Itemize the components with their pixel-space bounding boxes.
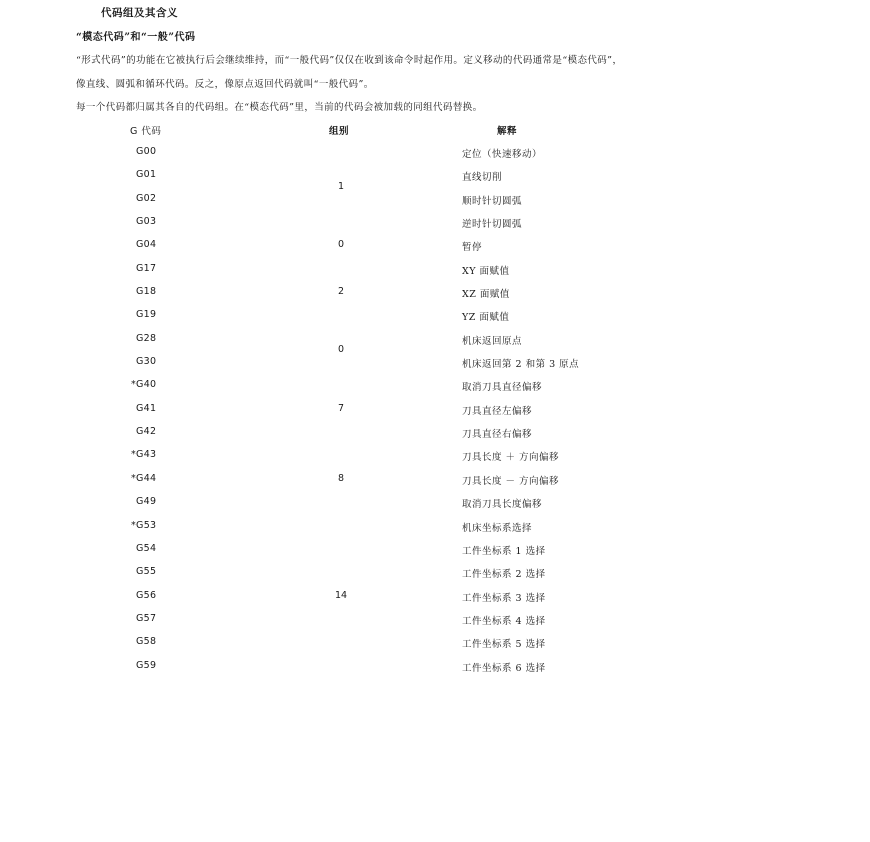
- description-cell: 工件坐标系 2 选择: [462, 569, 546, 581]
- paragraph-1: “形式代码”的功能在它被执行后会继续维持，而“一般代码”仅仅在收到该命令时起作用。定义移动的代码通常是“模态代码”，: [76, 55, 623, 66]
- paragraph-2: 像直线、圆弧和循环代码。反之，像原点返回代码就叫“一般代码”。: [76, 79, 374, 90]
- g-code-cell: G54: [136, 542, 157, 554]
- table-row: [0, 144, 870, 167]
- table-row: [0, 518, 870, 541]
- group-cell: 1: [338, 181, 345, 193]
- description-cell: XY 面赋值: [462, 265, 510, 277]
- g-code-cell: G41: [136, 402, 157, 414]
- description-cell: 刀具直径右偏移: [462, 429, 533, 441]
- table-row: [0, 424, 870, 447]
- table-row: [0, 541, 870, 564]
- description-cell: 工件坐标系 3 选择: [462, 592, 546, 604]
- group-cell: 8: [338, 472, 345, 484]
- description-cell: 定位（快速移动）: [462, 149, 543, 160]
- table-row: [0, 214, 870, 237]
- g-code-cell: G58: [136, 636, 157, 648]
- g-code-cell: G30: [136, 356, 157, 368]
- table-row: [0, 167, 870, 193]
- description-cell: YZ 面赋值: [462, 312, 510, 324]
- description-cell: 刀具长度 － 方向偏移: [462, 475, 560, 487]
- g-code-cell: G57: [136, 612, 157, 624]
- description-cell: 顺时针切圆弧: [462, 195, 523, 207]
- g-code-cell: G17: [136, 262, 157, 274]
- table-row: [0, 331, 870, 354]
- g-code-cell: G03: [136, 216, 157, 228]
- g-code-cell: G49: [136, 496, 157, 508]
- description-cell: 机床返回原点: [462, 335, 523, 347]
- description-cell: 工件坐标系 4 选择: [462, 615, 546, 627]
- table-row: [0, 261, 870, 284]
- description-cell: 逆时针切圆弧: [462, 219, 523, 231]
- description-cell: 机床返回第 2 和第 3 原点: [462, 359, 580, 371]
- header-group: 组别: [329, 126, 350, 137]
- description-cell: 取消刀具长度偏移: [462, 499, 543, 511]
- description-cell: 工件坐标系 6 选择: [462, 662, 546, 674]
- table-row: [0, 401, 870, 424]
- header-g-code: G 代码: [130, 126, 162, 137]
- g-code-cell: G04: [136, 239, 157, 251]
- group-cell: 0: [338, 344, 345, 356]
- description-cell: 刀具直径左偏移: [462, 405, 533, 417]
- g-code-cell: G01: [136, 169, 157, 181]
- table-row: [0, 191, 870, 214]
- description-cell: 刀具长度 ＋ 方向偏移: [462, 452, 560, 464]
- g-code-cell: G19: [136, 309, 157, 321]
- description-cell: 取消刀具直径偏移: [462, 382, 543, 394]
- table-row: [0, 354, 870, 377]
- g-code-cell: G18: [136, 286, 157, 298]
- g-code-cell: G59: [136, 659, 157, 671]
- g-code-cell: G28: [136, 332, 157, 344]
- g-code-table: [0, 144, 870, 681]
- table-row: [0, 494, 870, 517]
- g-code-cell: *G43: [131, 449, 157, 461]
- description-cell: 工件坐标系 1 选择: [462, 545, 546, 557]
- header-description: 解释: [497, 126, 518, 137]
- table-row: [0, 284, 870, 307]
- table-row: [0, 658, 870, 681]
- description-cell: 工件坐标系 5 选择: [462, 639, 546, 651]
- description-cell: 暂停: [462, 242, 483, 254]
- description-cell: 机床坐标系选择: [462, 522, 533, 534]
- description-cell: 直线切削: [462, 172, 503, 184]
- description-cell: XZ 面赋值: [462, 289, 510, 301]
- table-row: [0, 377, 870, 400]
- table-row: [0, 588, 870, 611]
- table-row: [0, 634, 870, 657]
- g-code-cell: *G53: [131, 519, 157, 531]
- g-code-cell: G55: [136, 566, 157, 578]
- table-row: [0, 307, 870, 330]
- g-code-cell: G56: [136, 589, 157, 601]
- group-cell: 2: [338, 286, 345, 298]
- paragraph-3: 每一个代码都归属其各自的代码组。在“模态代码”里，当前的代码会被加载的同组代码替换。: [76, 102, 483, 113]
- table-row: [0, 564, 870, 587]
- table-row: [0, 471, 870, 494]
- group-cell: 14: [335, 589, 348, 601]
- table-row: [0, 447, 870, 470]
- table-row: [0, 611, 870, 634]
- g-code-cell: G02: [136, 192, 157, 204]
- g-code-cell: G00: [136, 146, 157, 157]
- g-code-cell: G42: [136, 426, 157, 438]
- doc-subtitle: “模态代码”和“一般”代码: [76, 32, 196, 43]
- group-cell: 7: [338, 402, 345, 414]
- g-code-cell: *G40: [131, 379, 157, 391]
- group-cell: 0: [338, 239, 345, 251]
- g-code-cell: *G44: [131, 472, 157, 484]
- doc-title: 代码组及其含义: [101, 7, 178, 19]
- table-row: [0, 237, 870, 260]
